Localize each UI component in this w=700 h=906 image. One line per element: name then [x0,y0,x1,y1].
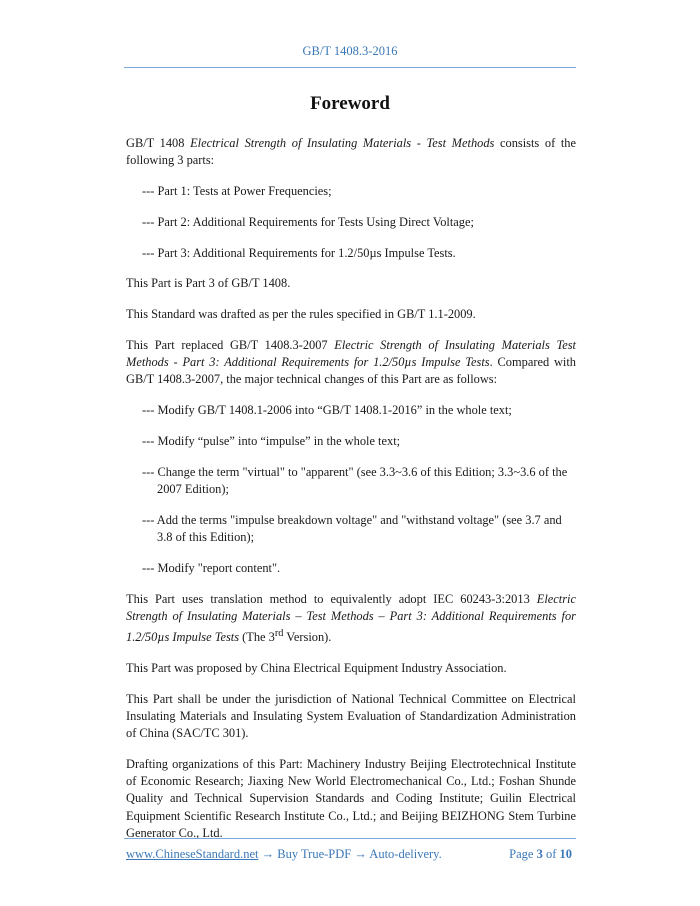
intro-text-a: GB/T 1408 [126,136,191,150]
foreword-body [126,135,576,856]
jurisdiction-paragraph: This Part shall be under the jurisdiction of National Technical Committee on Electrical Insulating Materials and Insulating System Evaluation of Standardization Administration of China (SAC/TC 301). [126,691,576,741]
change-list-item: --- Modify "report content". [142,560,281,575]
footer-divider [124,838,576,839]
intro-text-b: consists of the following 3 parts: [126,136,576,168]
part-list-item: --- Part 2: Additional Requirements for Tests Using Direct Voltage; [142,214,474,229]
document-id: GB/T 1408.3-2016 [302,44,398,58]
intro-standard-title: Electrical Strength of Insulating Materials - Test Methods [190,136,495,150]
translation-text-b: (The 3 [239,630,275,645]
translation-text-c: Version). [283,630,332,645]
part-list-item: --- Part 3: Additional Requirements for 1.2/50µs Impulse Tests. [142,245,456,260]
change-list-item: --- Change the term "virtual" to "apparent" (see 3.3~3.6 of this Edition; 3.3~3.6 of the 2007 Edition); [142,464,568,496]
page-label: Page [509,847,537,861]
edition-superscript: rd [274,627,284,639]
page-of: of [542,847,560,861]
translation-text-a: This Part uses translation method to equivalently adopt IEC 60243-3:2013 [126,591,537,606]
drafting-organizations-paragraph: Drafting organizations of this Part: Machinery Industry Beijing Electrotechnical Institute of Economic Research; Jiaxing New World Electromechanical Co., Ltd.; Foshan Shunde Quality and Technical Supervision Standards and Coding Institute; Guilin Electrical Equipment Scientific Research Institute Co., Ltd.; and Beijing BEIZHONG Stem Turbine Generator Co., Ltd. [126,756,576,840]
page-footer [126,847,576,862]
header-divider [124,67,576,68]
replaced-text-b: . Compared with GB/T 1408.3-2007, the major technical changes of this Part are as follows: [126,355,576,387]
part-list-item: --- Part 1: Tests at Power Frequencies; [142,184,332,198]
website-link[interactable]: www.ChineseStandard.net [126,847,259,861]
intro-paragraph [126,135,576,169]
part3-paragraph: This Part is Part 3 of GB/T 1408. [126,276,291,291]
translation-standard-title: Electric Strength of Insulating Materials – Test Methods – Part 3: Additional Requirements for 1.2/50µs Impulse Tests [126,591,576,645]
replaced-paragraph [126,337,576,389]
page-title: Foreword [310,93,390,114]
change-list-item: --- Modify GB/T 1408.1-2006 into “GB/T 1408.1-2016” in the whole text; [142,403,512,418]
drafted-paragraph: This Standard was drafted as per the rules specified in GB/T 1.1-2009. [126,307,476,322]
current-page: 3 [536,847,543,861]
running-header [124,44,576,59]
total-pages: 10 [559,847,572,861]
change-list-item: --- Modify “pulse” into “impulse” in the whole text; [142,433,401,448]
footer-promo: → Buy True-PDF → Auto-delivery. [258,847,442,861]
replaced-text-a: This Part replaced GB/T 1408.3-2007 [126,337,335,352]
replaced-standard-title: Electric Strength of Insulating Materials Test Methods - Part 3: Additional Requirements for 1.2/50µs Impulse Tests [126,337,576,370]
page-number [509,847,572,862]
translation-paragraph [126,591,576,647]
change-list-item: --- Add the terms "impulse breakdown voltage" and "withstand voltage" (see 3.7 and 3.8 of this Edition); [142,512,562,544]
proposed-paragraph: This Part was proposed by China Electrical Equipment Industry Association. [126,660,507,675]
